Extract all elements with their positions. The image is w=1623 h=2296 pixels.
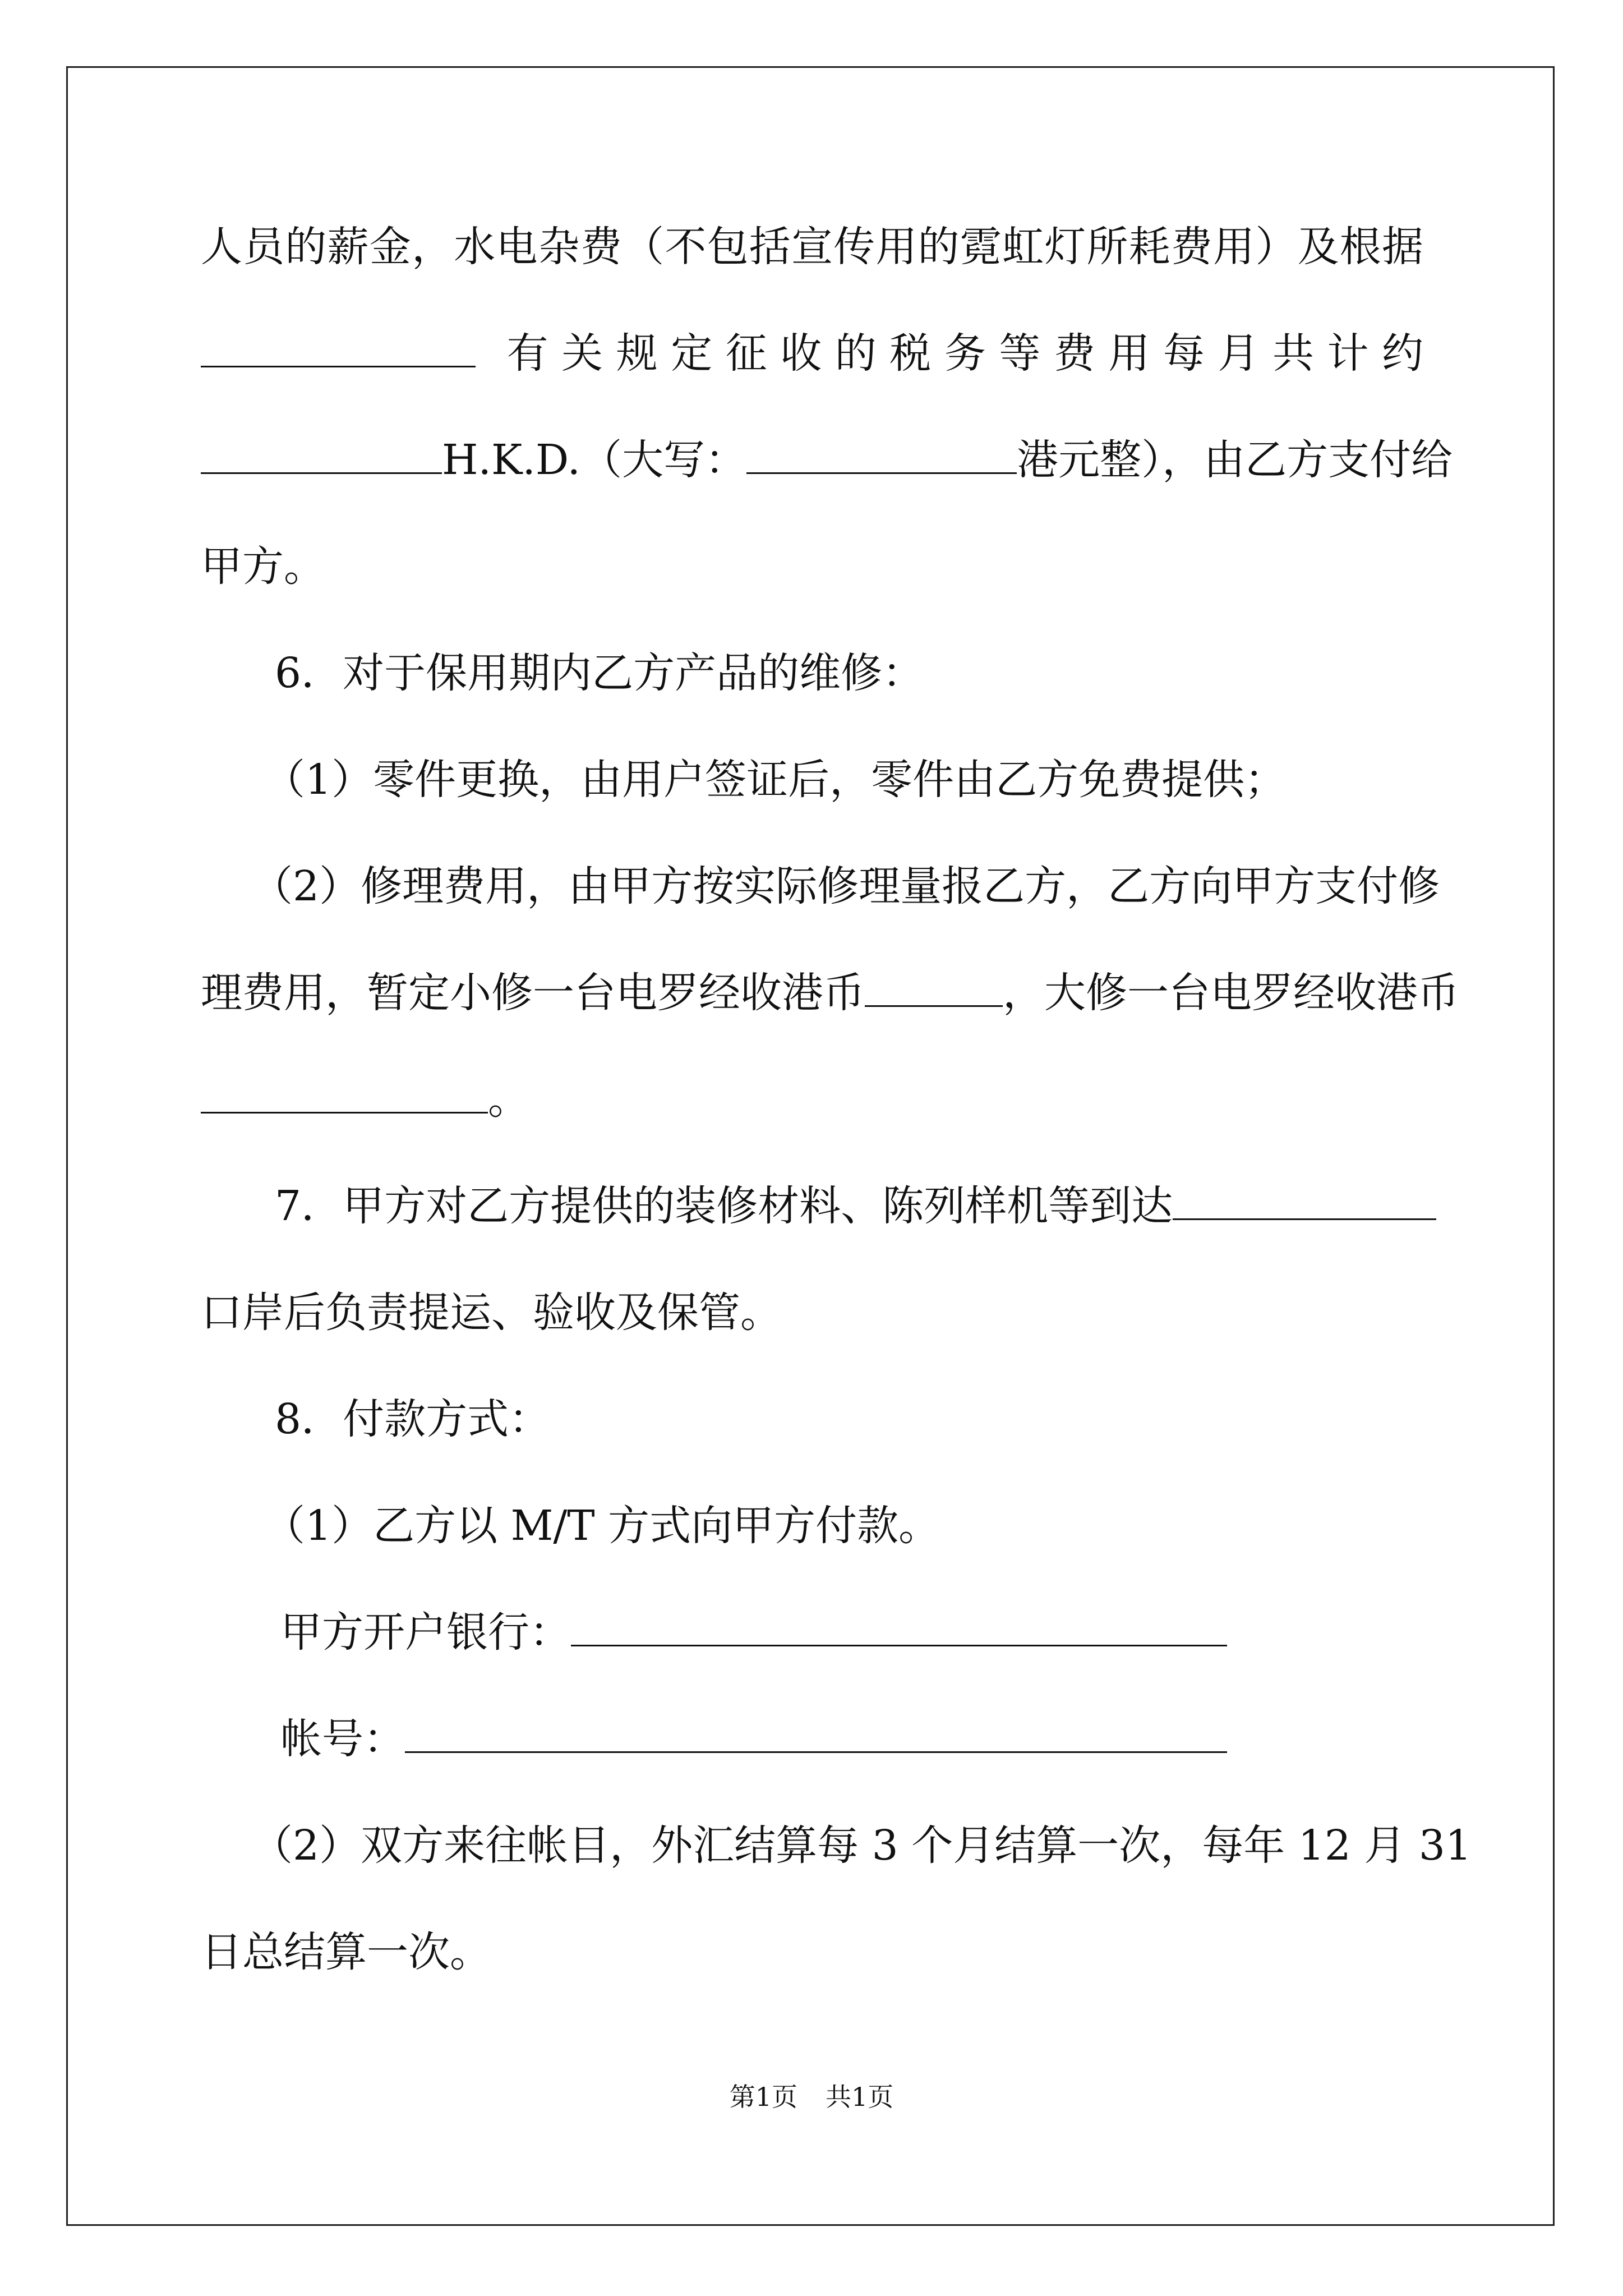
- page-total: 共1页: [826, 2082, 894, 2112]
- blank-field-account: [405, 1713, 1227, 1753]
- line-text: 8．付款方式：: [275, 1395, 551, 1443]
- paragraph-line: [201, 220, 1423, 274]
- paragraph-line: [201, 1179, 1423, 1233]
- paragraph-line: [201, 1286, 1423, 1340]
- line-text: 甲方。: [201, 542, 325, 591]
- line-text: H.K.D.（大写：: [442, 436, 747, 484]
- blank-field-amount-words: [746, 434, 1017, 474]
- line-text: 。: [488, 1075, 529, 1124]
- page-number: 第1页: [729, 2082, 797, 2112]
- paragraph-line: [201, 753, 1486, 807]
- paragraph-line: [251, 859, 1440, 913]
- blank-field-amount-hkd: [201, 434, 442, 474]
- blank-field-major-repair-fee: [201, 1073, 488, 1114]
- line-text: 口岸后负责提运、验收及保管。: [201, 1289, 782, 1337]
- paragraph-line: [201, 966, 1459, 1020]
- line-text: 人员的薪金，水电杂费（不包括宣传用的霓虹灯所耗费用）及根据: [201, 223, 1423, 271]
- paragraph-line: [201, 1073, 1423, 1126]
- account-field-row: [201, 1712, 1503, 1766]
- line-text: 港元整），由乙方支付给: [1017, 436, 1453, 484]
- line-text: （2）修理费用，由甲方按实际修理量报乙方，乙方向甲方支付修: [251, 862, 1440, 910]
- paragraph-line: [251, 1819, 1472, 1872]
- line-text: 有 关 规 定 征 收 的 税 务 等 费 用 每 月 共 计 约: [506, 329, 1423, 378]
- line-text: 7．甲方对乙方提供的装修材料、陈列样机等到达: [275, 1182, 1173, 1230]
- line-text: （1）零件更换，由用户签证后，零件由乙方免费提供；: [264, 756, 1287, 804]
- page-footer: [0, 2080, 1623, 2114]
- blank-field-authority: [201, 327, 476, 367]
- section-heading: [201, 1392, 1497, 1446]
- line-text: ，大修一台电罗经收港币: [1003, 969, 1459, 1017]
- line-text: 6．对于保用期内乙方产品的维修：: [275, 649, 924, 697]
- line-text: 理费用，暂定小修一台电罗经收港币: [201, 969, 865, 1017]
- blank-field-bank: [571, 1606, 1227, 1646]
- paragraph-line: [201, 326, 1423, 380]
- paragraph-line: [201, 433, 1453, 487]
- paragraph-line: [201, 1499, 1486, 1553]
- bank-field-row: [201, 1605, 1503, 1659]
- line-text: 帐号：: [280, 1715, 405, 1763]
- line-text: （2）双方来往帐目，外汇结算每 3 个月结算一次，每年 12 月 31: [251, 1821, 1472, 1870]
- line-text: （1）乙方以 M/T 方式向甲方付款。: [264, 1502, 940, 1550]
- blank-field-port: [1173, 1180, 1436, 1220]
- line-text: 甲方开户银行：: [280, 1608, 571, 1657]
- blank-field-minor-repair-fee: [865, 967, 1003, 1007]
- paragraph-line: [201, 1925, 1423, 1979]
- page-border: [66, 66, 1555, 2226]
- line-text: 日总结算一次。: [201, 1928, 491, 1976]
- section-heading: [201, 646, 1497, 700]
- paragraph-line: [201, 540, 1423, 593]
